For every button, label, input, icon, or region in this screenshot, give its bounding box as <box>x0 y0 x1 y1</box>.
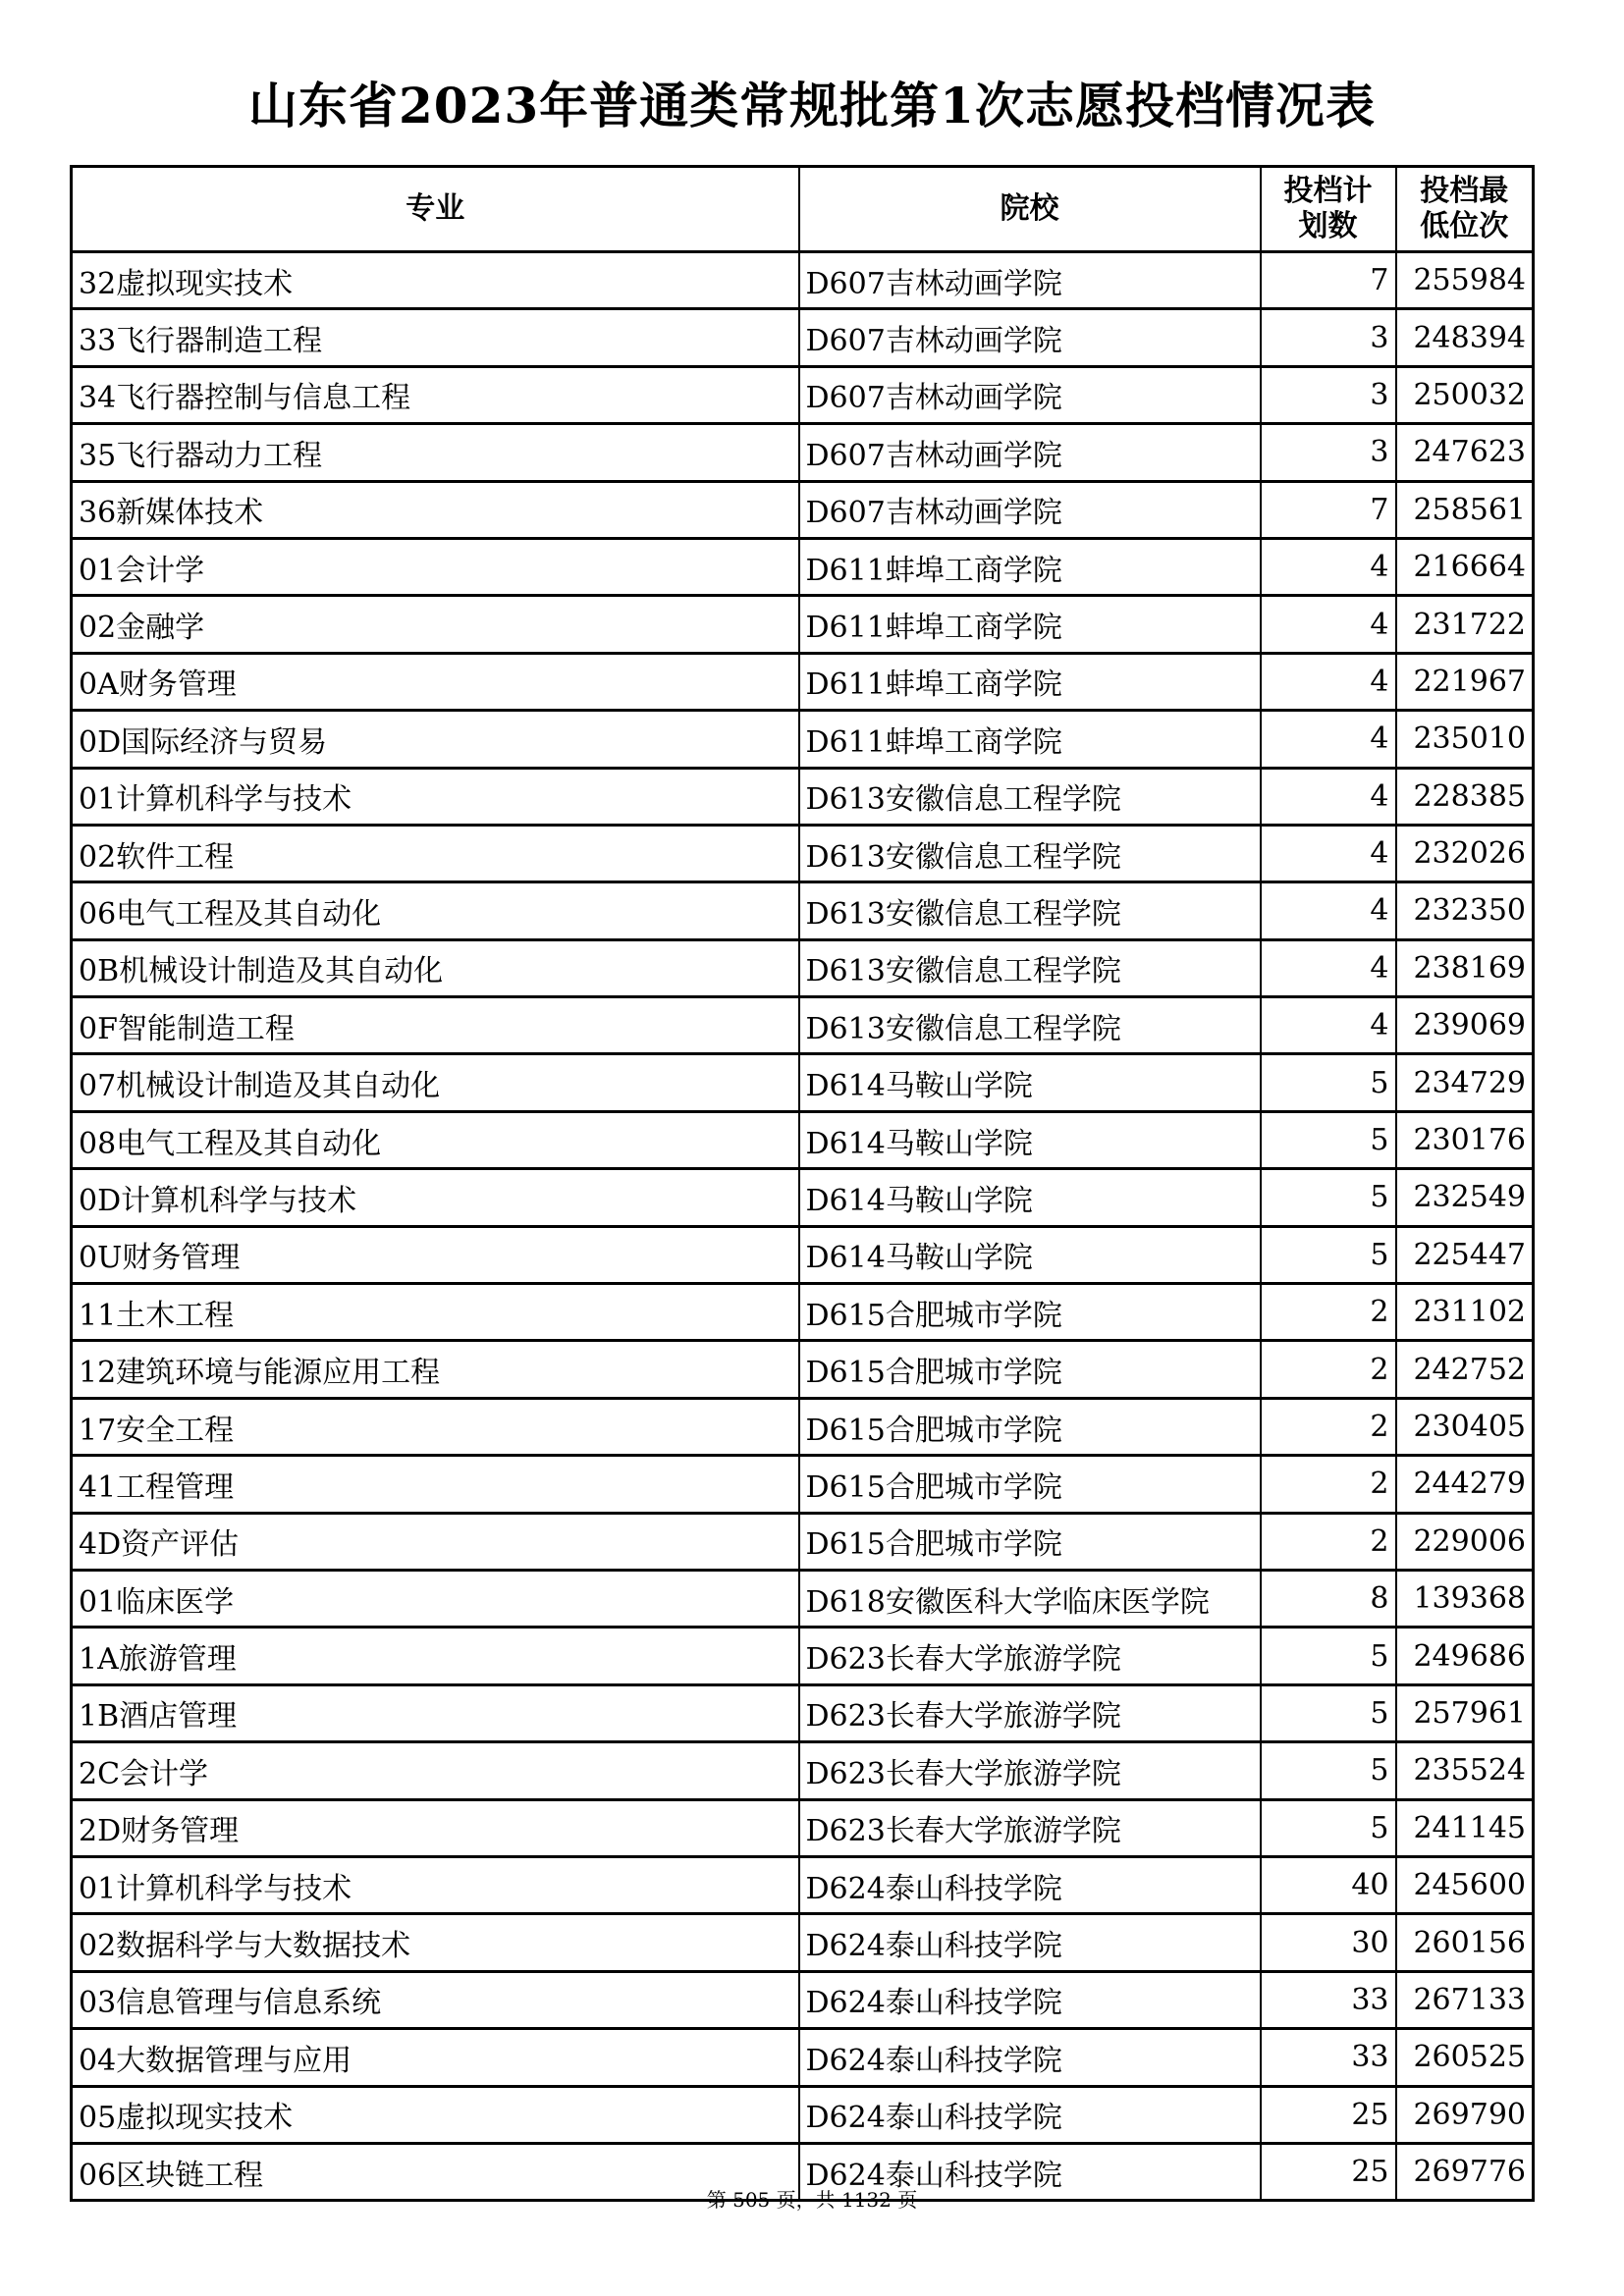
table-row <box>72 1684 1534 1741</box>
cell-min-rank: 231102 <box>1396 1284 1534 1341</box>
cell-plan-count: 4 <box>1261 653 1396 710</box>
cell-min-rank: 248394 <box>1396 309 1534 366</box>
cell-plan-count: 4 <box>1261 939 1396 996</box>
cell-min-rank: 239069 <box>1396 997 1534 1054</box>
page-title: 山东省2023年普通类常规批第1次志愿投档情况表 <box>248 77 1376 134</box>
cell-major: 0A财务管理 <box>72 653 799 710</box>
cell-min-rank: 260156 <box>1396 1914 1534 1971</box>
cell-min-rank: 234729 <box>1396 1054 1534 1111</box>
cell-school: D623长春大学旅游学院 <box>799 1799 1261 1856</box>
cell-major: 0D计算机科学与技术 <box>72 1169 799 1226</box>
table-row <box>72 1914 1534 1971</box>
cell-major: 12建筑环境与能源应用工程 <box>72 1341 799 1398</box>
cell-major: 0U财务管理 <box>72 1226 799 1283</box>
cell-major: 0D国际经济与贸易 <box>72 711 799 768</box>
cell-major: 1B酒店管理 <box>72 1684 799 1741</box>
table-row <box>72 1284 1534 1341</box>
cell-major: 35飞行器动力工程 <box>72 424 799 481</box>
cell-school: D611蚌埠工商学院 <box>799 596 1261 653</box>
table-row <box>72 1513 1534 1570</box>
cell-min-rank: 267133 <box>1396 1971 1534 2028</box>
cell-min-rank: 235010 <box>1396 711 1534 768</box>
cell-plan-count: 4 <box>1261 997 1396 1054</box>
header-plan-line2: 划数 <box>1298 209 1358 243</box>
cell-min-rank: 238169 <box>1396 939 1534 996</box>
cell-min-rank: 269776 <box>1396 2143 1534 2200</box>
cell-school: D618安徽医科大学临床医学院 <box>799 1570 1261 1627</box>
cell-major: 34飞行器控制与信息工程 <box>72 366 799 423</box>
cell-plan-count: 2 <box>1261 1398 1396 1455</box>
table-row <box>72 596 1534 653</box>
header-school: 院校 <box>799 167 1261 252</box>
table-row <box>72 1971 1534 2028</box>
cell-plan-count: 5 <box>1261 1799 1396 1856</box>
cell-plan-count: 5 <box>1261 1742 1396 1799</box>
table-row <box>72 1742 1534 1799</box>
admission-table <box>70 165 1535 2202</box>
cell-min-rank: 258561 <box>1396 481 1534 538</box>
cell-plan-count: 2 <box>1261 1456 1396 1513</box>
table-row <box>72 1799 1534 1856</box>
table-row <box>72 1169 1534 1226</box>
table-row <box>72 711 1534 768</box>
table-row <box>72 1111 1534 1168</box>
page-footer: 第 505 页，共 1132 页 <box>706 2188 918 2212</box>
table-row <box>72 2029 1534 2086</box>
table-row <box>72 1856 1534 1913</box>
cell-major: 07机械设计制造及其自动化 <box>72 1054 799 1111</box>
cell-min-rank: 232549 <box>1396 1169 1534 1226</box>
cell-major: 03信息管理与信息系统 <box>72 1971 799 2028</box>
cell-plan-count: 4 <box>1261 882 1396 939</box>
cell-min-rank: 235524 <box>1396 1742 1534 1799</box>
header-row <box>72 167 1534 252</box>
cell-school: D615合肥城市学院 <box>799 1341 1261 1398</box>
cell-plan-count: 4 <box>1261 825 1396 881</box>
cell-min-rank: 257961 <box>1396 1684 1534 1741</box>
cell-min-rank: 241145 <box>1396 1799 1534 1856</box>
cell-school: D615合肥城市学院 <box>799 1456 1261 1513</box>
cell-school: D624泰山科技学院 <box>799 1971 1261 2028</box>
table-body <box>72 252 1534 2201</box>
cell-plan-count: 2 <box>1261 1341 1396 1398</box>
cell-major: 02金融学 <box>72 596 799 653</box>
cell-major: 33飞行器制造工程 <box>72 309 799 366</box>
cell-major: 01计算机科学与技术 <box>72 768 799 825</box>
cell-plan-count: 5 <box>1261 1111 1396 1168</box>
header-plan-count <box>1261 167 1396 252</box>
cell-school: D607吉林动画学院 <box>799 366 1261 423</box>
table-row <box>72 366 1534 423</box>
table-row <box>72 882 1534 939</box>
cell-min-rank: 250032 <box>1396 366 1534 423</box>
cell-major: 02数据科学与大数据技术 <box>72 1914 799 1971</box>
table-row <box>72 1054 1534 1111</box>
cell-school: D607吉林动画学院 <box>799 424 1261 481</box>
table-row <box>72 309 1534 366</box>
cell-school: D614马鞍山学院 <box>799 1054 1261 1111</box>
table-row <box>72 1226 1534 1283</box>
cell-plan-count: 5 <box>1261 1684 1396 1741</box>
header-min-rank <box>1396 167 1534 252</box>
header-major: 专业 <box>72 167 799 252</box>
table-row <box>72 825 1534 881</box>
table-row <box>72 939 1534 996</box>
cell-school: D613安徽信息工程学院 <box>799 768 1261 825</box>
cell-school: D613安徽信息工程学院 <box>799 939 1261 996</box>
cell-school: D607吉林动画学院 <box>799 252 1261 309</box>
cell-major: 2D财务管理 <box>72 1799 799 1856</box>
cell-major: 08电气工程及其自动化 <box>72 1111 799 1168</box>
cell-school: D613安徽信息工程学院 <box>799 882 1261 939</box>
cell-min-rank: 216664 <box>1396 538 1534 595</box>
cell-plan-count: 5 <box>1261 1226 1396 1283</box>
cell-min-rank: 230405 <box>1396 1398 1534 1455</box>
cell-major: 01临床医学 <box>72 1570 799 1627</box>
cell-plan-count: 5 <box>1261 1169 1396 1226</box>
cell-major: 06电气工程及其自动化 <box>72 882 799 939</box>
cell-school: D611蚌埠工商学院 <box>799 653 1261 710</box>
table-row <box>72 1628 1534 1684</box>
cell-min-rank: 231722 <box>1396 596 1534 653</box>
table-row <box>72 424 1534 481</box>
cell-plan-count: 3 <box>1261 424 1396 481</box>
cell-min-rank: 232026 <box>1396 825 1534 881</box>
cell-major: 05虚拟现实技术 <box>72 2086 799 2143</box>
cell-plan-count: 33 <box>1261 1971 1396 2028</box>
cell-school: D611蚌埠工商学院 <box>799 711 1261 768</box>
cell-plan-count: 5 <box>1261 1628 1396 1684</box>
cell-plan-count: 2 <box>1261 1284 1396 1341</box>
cell-min-rank: 249686 <box>1396 1628 1534 1684</box>
cell-plan-count: 40 <box>1261 1856 1396 1913</box>
cell-school: D623长春大学旅游学院 <box>799 1628 1261 1684</box>
table-row <box>72 768 1534 825</box>
cell-school: D613安徽信息工程学院 <box>799 825 1261 881</box>
cell-min-rank: 255984 <box>1396 252 1534 309</box>
cell-min-rank: 269790 <box>1396 2086 1534 2143</box>
cell-major: 0F智能制造工程 <box>72 997 799 1054</box>
cell-plan-count: 25 <box>1261 2143 1396 2200</box>
table-row <box>72 1398 1534 1455</box>
cell-school: D624泰山科技学院 <box>799 1914 1261 1971</box>
cell-min-rank: 139368 <box>1396 1570 1534 1627</box>
cell-plan-count: 25 <box>1261 2086 1396 2143</box>
cell-plan-count: 8 <box>1261 1570 1396 1627</box>
header-rank-line2: 低位次 <box>1420 209 1509 243</box>
table-row <box>72 538 1534 595</box>
cell-plan-count: 33 <box>1261 2029 1396 2086</box>
cell-min-rank: 229006 <box>1396 1513 1534 1570</box>
cell-min-rank: 228385 <box>1396 768 1534 825</box>
cell-major: 36新媒体技术 <box>72 481 799 538</box>
cell-min-rank: 245600 <box>1396 1856 1534 1913</box>
cell-major: 06区块链工程 <box>72 2143 799 2200</box>
cell-school: D624泰山科技学院 <box>799 2029 1261 2086</box>
cell-major: 02软件工程 <box>72 825 799 881</box>
cell-school: D614马鞍山学院 <box>799 1169 1261 1226</box>
cell-plan-count: 5 <box>1261 1054 1396 1111</box>
table-header <box>72 167 1534 252</box>
cell-school: D613安徽信息工程学院 <box>799 997 1261 1054</box>
cell-major: 11土木工程 <box>72 1284 799 1341</box>
table-row <box>72 1341 1534 1398</box>
table-row <box>72 252 1534 309</box>
cell-major: 1A旅游管理 <box>72 1628 799 1684</box>
cell-min-rank: 232350 <box>1396 882 1534 939</box>
cell-school: D611蚌埠工商学院 <box>799 538 1261 595</box>
cell-plan-count: 3 <box>1261 309 1396 366</box>
cell-min-rank: 260525 <box>1396 2029 1534 2086</box>
cell-plan-count: 4 <box>1261 768 1396 825</box>
table-row <box>72 481 1534 538</box>
header-plan-line1: 投档计 <box>1283 174 1373 208</box>
cell-min-rank: 221967 <box>1396 653 1534 710</box>
cell-school: D614马鞍山学院 <box>799 1111 1261 1168</box>
cell-major: 0B机械设计制造及其自动化 <box>72 939 799 996</box>
cell-plan-count: 30 <box>1261 1914 1396 1971</box>
cell-major: 04大数据管理与应用 <box>72 2029 799 2086</box>
cell-school: D624泰山科技学院 <box>799 2143 1261 2200</box>
cell-major: 17安全工程 <box>72 1398 799 1455</box>
cell-school: D607吉林动画学院 <box>799 309 1261 366</box>
cell-major: 32虚拟现实技术 <box>72 252 799 309</box>
table-row <box>72 653 1534 710</box>
cell-major: 41工程管理 <box>72 1456 799 1513</box>
cell-plan-count: 4 <box>1261 596 1396 653</box>
cell-school: D615合肥城市学院 <box>799 1284 1261 1341</box>
cell-school: D607吉林动画学院 <box>799 481 1261 538</box>
cell-plan-count: 4 <box>1261 711 1396 768</box>
cell-min-rank: 225447 <box>1396 1226 1534 1283</box>
cell-school: D615合肥城市学院 <box>799 1398 1261 1455</box>
cell-school: D615合肥城市学院 <box>799 1513 1261 1570</box>
cell-plan-count: 2 <box>1261 1513 1396 1570</box>
cell-min-rank: 247623 <box>1396 424 1534 481</box>
table-row <box>72 1570 1534 1627</box>
cell-plan-count: 7 <box>1261 481 1396 538</box>
table-row <box>72 997 1534 1054</box>
cell-plan-count: 7 <box>1261 252 1396 309</box>
cell-school: D623长春大学旅游学院 <box>799 1684 1261 1741</box>
table-row <box>72 1456 1534 1513</box>
cell-school: D624泰山科技学院 <box>799 1856 1261 1913</box>
cell-min-rank: 242752 <box>1396 1341 1534 1398</box>
cell-school: D614马鞍山学院 <box>799 1226 1261 1283</box>
cell-school: D623长春大学旅游学院 <box>799 1742 1261 1799</box>
cell-min-rank: 244279 <box>1396 1456 1534 1513</box>
cell-plan-count: 4 <box>1261 538 1396 595</box>
table-row <box>72 2086 1534 2143</box>
cell-major: 01会计学 <box>72 538 799 595</box>
cell-major: 2C会计学 <box>72 1742 799 1799</box>
cell-min-rank: 230176 <box>1396 1111 1534 1168</box>
cell-school: D624泰山科技学院 <box>799 2086 1261 2143</box>
header-rank-line1: 投档最 <box>1420 174 1509 208</box>
cell-plan-count: 3 <box>1261 366 1396 423</box>
cell-major: 01计算机科学与技术 <box>72 1856 799 1913</box>
cell-major: 4D资产评估 <box>72 1513 799 1570</box>
